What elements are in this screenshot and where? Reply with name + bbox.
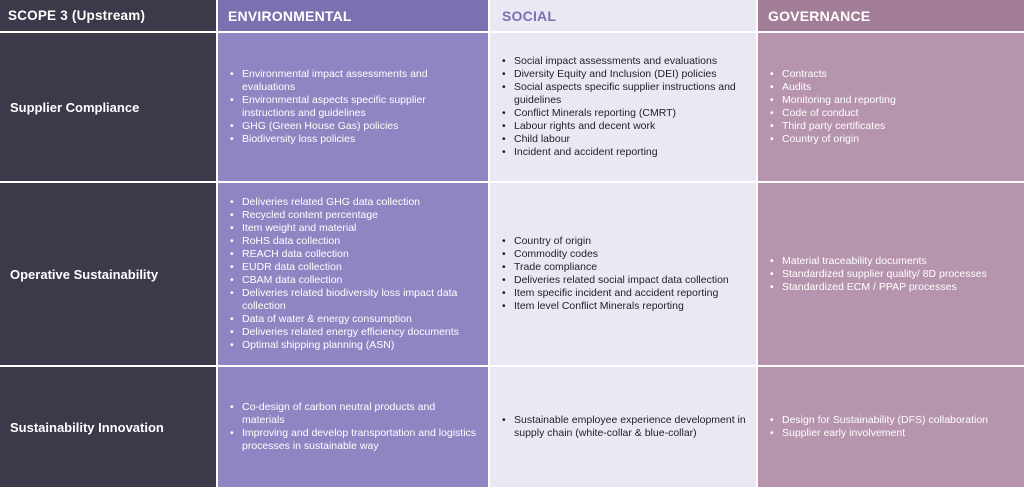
bullet-item: • Deliveries related social impact data collection <box>500 274 748 287</box>
bullet-item: • GHG (Green House Gas) policies <box>228 120 480 133</box>
cell-operative-sustainability-environmental <box>218 183 488 365</box>
bullet-item: • Item weight and material <box>228 222 480 235</box>
bullet-item: • Environmental impact assessments and evaluations <box>228 68 480 94</box>
bullet-list <box>768 68 1018 146</box>
bullet-item: • Co-design of carbon neutral products and materials <box>228 401 480 427</box>
bullet-item: • Country of origin <box>500 235 748 248</box>
bullet-item: • Third party certificates <box>768 120 1018 133</box>
bullet-list <box>768 414 1018 440</box>
bullet-item: • Standardized ECM / PPAP processes <box>768 281 1018 294</box>
governance-header: GOVERNANCE <box>758 0 1024 31</box>
bullet-item: • Commodity codes <box>500 248 748 261</box>
bullet-list <box>500 55 748 159</box>
cell-sustainability-innovation-social <box>490 367 756 487</box>
bullet-item: • Item level Conflict Minerals reporting <box>500 300 748 313</box>
bullet-item: • Item specific incident and accident reporting <box>500 287 748 300</box>
row-label-supplier-compliance: Supplier Compliance <box>0 33 216 181</box>
bullet-item: • Material traceability documents <box>768 255 1018 268</box>
bullet-item: • Code of conduct <box>768 107 1018 120</box>
bullet-item: • Deliveries related GHG data collection <box>228 196 480 209</box>
cell-sustainability-innovation-environmental <box>218 367 488 487</box>
bullet-item: • Environmental aspects specific supplier instructions and guidelines <box>228 94 480 120</box>
social-header: SOCIAL <box>490 0 756 31</box>
cell-operative-sustainability-governance <box>758 183 1024 365</box>
bullet-item: • Child labour <box>500 133 748 146</box>
bullet-item: • Diversity Equity and Inclusion (DEI) policies <box>500 68 748 81</box>
cell-supplier-compliance-social <box>490 33 756 181</box>
bullet-item: • Social aspects specific supplier instructions and guidelines <box>500 81 748 107</box>
bullet-item: • Conflict Minerals reporting (CMRT) <box>500 107 748 120</box>
bullet-item: • EUDR data collection <box>228 261 480 274</box>
bullet-item: • Incident and accident reporting <box>500 146 748 159</box>
bullet-item: • Deliveries related energy efficiency documents <box>228 326 480 339</box>
bullet-item: • Supplier early involvement <box>768 427 1018 440</box>
bullet-list <box>228 68 480 146</box>
bullet-item: • Sustainable employee experience development in supply chain (white-collar & blue-collar) <box>500 414 748 440</box>
bullet-item: • Contracts <box>768 68 1018 81</box>
cell-supplier-compliance-environmental <box>218 33 488 181</box>
cell-operative-sustainability-social <box>490 183 756 365</box>
bullet-item: • Improving and develop transportation and logistics processes in sustainable way <box>228 427 480 453</box>
bullet-item: • Audits <box>768 81 1018 94</box>
bullet-list <box>228 401 480 453</box>
bullet-list <box>228 196 480 352</box>
bullet-list <box>768 255 1018 294</box>
bullet-item: • Country of origin <box>768 133 1018 146</box>
bullet-item: • Standardized supplier quality/ 8D processes <box>768 268 1018 281</box>
cell-supplier-compliance-governance <box>758 33 1024 181</box>
bullet-item: • Biodiversity loss policies <box>228 133 480 146</box>
bullet-item: • Optimal shipping planning (ASN) <box>228 339 480 352</box>
bullet-item: • Trade compliance <box>500 261 748 274</box>
bullet-item: • Deliveries related biodiversity loss impact data collection <box>228 287 480 313</box>
bullet-item: • Recycled content percentage <box>228 209 480 222</box>
bullet-item: • Design for Sustainability (DFS) collaboration <box>768 414 1018 427</box>
bullet-item: • Data of water & energy consumption <box>228 313 480 326</box>
row-label-operative-sustainability: Operative Sustainability <box>0 183 216 365</box>
bullet-item: • Labour rights and decent work <box>500 120 748 133</box>
bullet-list <box>500 235 748 313</box>
cell-sustainability-innovation-governance <box>758 367 1024 487</box>
bullet-item: • REACH data collection <box>228 248 480 261</box>
bullet-item: • RoHS data collection <box>228 235 480 248</box>
environmental-header: ENVIRONMENTAL <box>218 0 488 31</box>
scope-header: SCOPE 3 (Upstream) <box>0 0 216 31</box>
row-label-sustainability-innovation: Sustainability Innovation <box>0 367 216 487</box>
bullet-item: • CBAM data collection <box>228 274 480 287</box>
bullet-item: • Monitoring and reporting <box>768 94 1018 107</box>
bullet-list <box>500 414 748 440</box>
bullet-item: • Social impact assessments and evaluations <box>500 55 748 68</box>
